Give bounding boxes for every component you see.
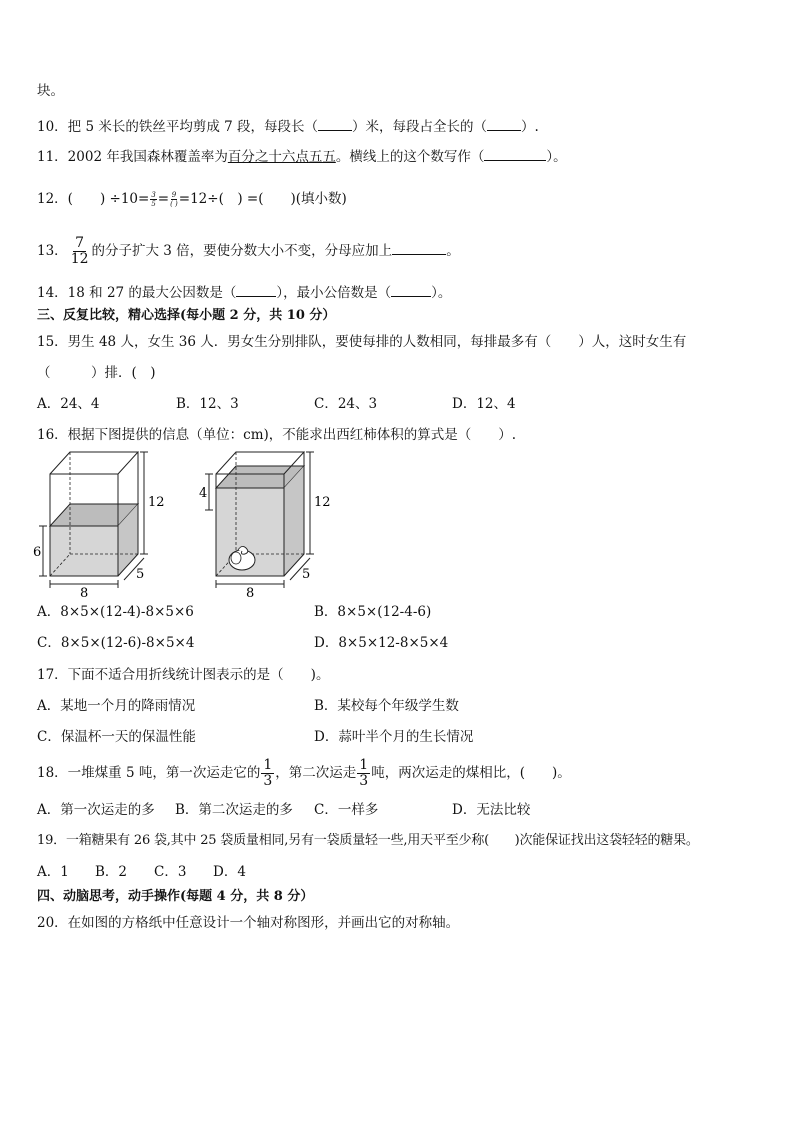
q18-option-c[interactable]: C．一样多 [314,802,379,818]
q19-option-c[interactable]: C．3 [154,864,187,880]
gap-label: 4 [199,486,208,501]
answer-blank[interactable] [236,282,276,297]
fraction-1-3: $\frac{1}{3}$ [263,757,273,789]
section-3-heading: 三、反复比较，精心选择(每小题 2 分，共 10 分） [37,308,336,323]
answer-blank[interactable] [318,116,352,131]
question-12: 12．( ) ÷10= $\frac{3}{5}$ = $\frac{9}{( )}$ =12÷( ) =( )(填小数) [37,191,347,208]
q18-option-d[interactable]: D．无法比较 [452,802,531,818]
question-14: 14．18 和 27 的最大公因数是（ ），最小公倍数是（ ）。 [37,282,451,302]
q16-option-d[interactable]: D．8×5×12-8×5×4 [314,635,449,651]
question-11: 11．2002 年我国森林覆盖率为百分之十六点五五。横线上的这个数写作（ ）。 [37,146,567,166]
q9-tail: 块。 [37,83,64,99]
question-17: 17．下面不适合用折线统计图表示的是（ )。 [37,667,330,683]
fraction-9-blank: $\frac{9}{( )}$ [170,191,178,208]
q18-option-a[interactable]: A．第一次运走的多 [37,802,155,818]
q15-option-a[interactable]: A．24、4 [37,396,100,412]
answer-blank[interactable] [392,240,446,255]
fraction-7-12: $\frac{7}{12}$ [70,235,89,267]
width-label: 8 [246,586,255,601]
q19-option-b[interactable]: B．2 [95,864,128,880]
water-front [50,526,118,576]
water-depth-label: 6 [33,545,42,560]
q17-option-a[interactable]: A．某地一个月的降雨情况 [37,698,196,714]
q17-option-c[interactable]: C．保温杯一天的保温性能 [37,729,196,745]
fraction-1-3: $\frac{1}{3}$ [359,757,369,789]
container-figure-2 [199,448,331,601]
question-10: 10．把 5 米长的铁丝平均剪成 7 段，每段长（ ）米，每段占全长的（ ）. [37,116,539,136]
depth-label: 5 [302,567,311,582]
question-18: 18．一堆煤重 5 吨，第一次运走它的 $\frac{1}{3}$ ，第二次运走 $\frac{1}{3}$ 吨，两次运走的煤相比，( )。 [37,757,571,789]
section-4-heading: 四、动脑思考，动手操作(每题 4 分，共 8 分） [37,889,314,904]
fraction-3-5: $\frac{3}{5}$ [151,191,156,208]
question-13: 13． $\frac{7}{12}$ 的分子扩大 3 倍，要使分数大小不变，分母应加上 。 [37,235,460,267]
height-label: 12 [148,495,165,510]
q16-option-c[interactable]: C．8×5×(12-6)-8×5×4 [37,635,195,651]
container-figure-1 [33,448,165,601]
question-16: 16．根据下图提供的信息（单位：cm)，不能求出西红柿体积的算式是（ ）. [37,427,517,443]
q19-option-d[interactable]: D．4 [213,864,246,880]
q17-option-d[interactable]: D．蒜叶半个月的生长情况 [314,729,474,745]
q16-option-a[interactable]: A．8×5×(12-4)-8×5×6 [37,604,194,620]
answer-blank[interactable] [391,282,431,297]
underlined-number-words: 百分之十六点五五 [227,149,336,165]
answer-blank[interactable] [487,116,521,131]
q15-option-b[interactable]: B．12、3 [176,396,239,412]
box-top-edge [50,452,138,474]
q16-option-b[interactable]: B．8×5×(12-4-6) [314,604,432,620]
question-20: 20．在如图的方格纸中任意设计一个轴对称图形，并画出它的对称轴。 [37,915,460,931]
question-15-line2: （ ）排．( ) [37,365,156,381]
q17-option-b[interactable]: B．某校每个年级学生数 [314,698,459,714]
q19-option-a[interactable]: A．1 [37,864,69,880]
q15-option-d[interactable]: D．12、4 [452,396,516,412]
q18-option-b[interactable]: B．第二次运走的多 [175,802,293,818]
width-label: 8 [80,586,89,601]
question-15-line1: 15．男生 48 人，女生 36 人．男女生分别排队，要使每排的人数相同，每排最多有（ ）人，这时女生有 [37,334,687,350]
height-label: 12 [314,495,331,510]
depth-label: 5 [136,567,145,582]
answer-blank[interactable] [484,146,546,161]
q15-option-c[interactable]: C．24、3 [314,396,378,412]
question-19: 19．一箱糖果有 26 袋,其中 25 袋质量相同,另有一袋质量轻一些,用天平至少称( )次能保证找出这袋轻轻的糖果。 [37,833,699,848]
